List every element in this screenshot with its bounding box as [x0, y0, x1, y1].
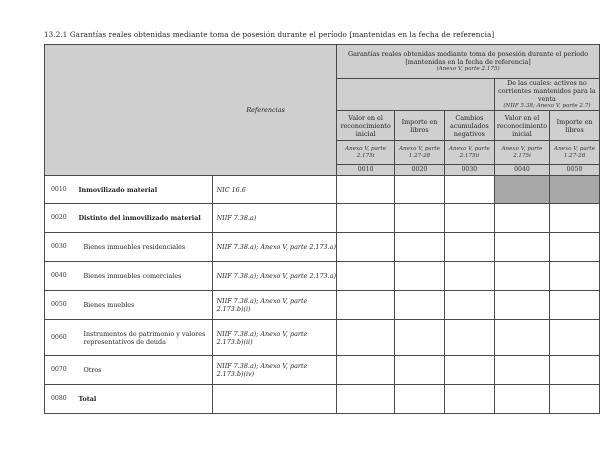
data-cell[interactable]	[337, 291, 395, 320]
data-cell[interactable]	[444, 262, 494, 291]
row-label: Bienes inmuebles residenciales	[74, 233, 212, 262]
report-table	[44, 44, 600, 414]
row-reference: NIIF 7.38.a)	[212, 204, 337, 233]
data-cell[interactable]	[494, 356, 549, 385]
row-code: 0070	[45, 356, 75, 385]
shaded-cell	[550, 176, 600, 204]
data-cell[interactable]	[444, 320, 494, 356]
column-label: Cambios acumulados negativos	[449, 113, 489, 138]
data-cell[interactable]	[494, 204, 549, 233]
page-title: 13.2.1 Garantías reales obtenidas mediante toma de posesión durante el período [mantenidas en la fecha de referencia]	[44, 30, 495, 39]
column-header-0040	[494, 111, 549, 141]
row-label: Inmovilizado material	[74, 176, 212, 204]
references-header	[45, 45, 337, 176]
column-reference: Anexo V, parte 2.175i	[494, 141, 549, 165]
data-cell[interactable]	[444, 204, 494, 233]
data-cell[interactable]	[337, 356, 395, 385]
row-code: 0010	[45, 176, 75, 204]
data-cell[interactable]	[444, 385, 494, 414]
row-label: Otros	[74, 356, 212, 385]
row-code: 0060	[45, 320, 75, 356]
data-cell[interactable]	[550, 262, 600, 291]
row-label: Total	[74, 385, 212, 414]
table-row	[45, 262, 600, 291]
subgroup-reference: (NIIF 5.38; Anexo V, parte 2.7)	[503, 103, 591, 109]
column-label: Valor en el reconocimiento inicial	[340, 113, 391, 138]
column-label: Valor en el reconocimiento inicial	[496, 113, 548, 138]
subgroup-title: De las cuales: activos no corrientes mantenidos para la venta	[498, 79, 596, 103]
column-reference: Anexo V, parte 2.175ii	[444, 141, 494, 165]
column-header-0030	[444, 111, 494, 141]
table-row	[45, 356, 600, 385]
table-row	[45, 233, 600, 262]
data-cell[interactable]	[337, 204, 395, 233]
column-label: Importe en libros	[556, 117, 593, 134]
data-cell[interactable]	[550, 356, 600, 385]
data-cell[interactable]	[550, 233, 600, 262]
row-label: Distinto del inmovilizado material	[74, 204, 212, 233]
row-reference: NIIF 7.38.a); Anexo V, parte 2.173.a)	[212, 262, 337, 291]
data-cell[interactable]	[395, 176, 445, 204]
data-cell[interactable]	[494, 320, 549, 356]
table-row	[45, 176, 600, 204]
column-header-0020	[395, 111, 445, 141]
row-reference: NIIF 7.38.a); Anexo V, parte 2.173.b)(iv)	[212, 356, 337, 385]
row-reference: NIIF 7.38.a); Anexo V, parte 2.173.b)(i)	[212, 291, 337, 320]
data-cell[interactable]	[550, 291, 600, 320]
column-code: 0040	[494, 165, 549, 176]
data-cell[interactable]	[395, 356, 445, 385]
data-cell[interactable]	[395, 204, 445, 233]
row-code: 0080	[45, 385, 75, 414]
data-cell[interactable]	[444, 291, 494, 320]
group-reference: (Anexo V, parte 2.175)	[436, 66, 500, 72]
data-cell[interactable]	[494, 233, 549, 262]
column-code: 0050	[550, 165, 600, 176]
data-cell[interactable]	[395, 385, 445, 414]
data-cell[interactable]	[337, 385, 395, 414]
data-cell[interactable]	[444, 356, 494, 385]
row-reference: NIIF 7.38.a); Anexo V, parte 2.173.a)	[212, 233, 337, 262]
row-code: 0040	[45, 262, 75, 291]
data-cell[interactable]	[337, 233, 395, 262]
data-cell[interactable]	[395, 320, 445, 356]
column-reference: Anexo V, parte 1.27-28	[550, 141, 600, 165]
row-reference	[212, 385, 337, 414]
subgroup-header	[494, 79, 599, 111]
row-label: Bienes inmuebles comerciales	[74, 262, 212, 291]
references-label: Referencias	[246, 106, 285, 114]
group-header	[337, 45, 600, 79]
data-cell[interactable]	[494, 385, 549, 414]
data-cell[interactable]	[494, 262, 549, 291]
column-reference: Anexo V, parte 2.175i	[337, 141, 395, 165]
data-cell[interactable]	[395, 262, 445, 291]
group-title: Garantías reales obtenidas mediante toma de posesión durante el período [mantenidas en la fecha de referencia]	[348, 50, 589, 66]
row-reference: NIC 16.6	[212, 176, 337, 204]
table-row	[45, 204, 600, 233]
table-row	[45, 291, 600, 320]
row-code: 0020	[45, 204, 75, 233]
column-label: Importe en libros	[401, 117, 438, 134]
column-code: 0010	[337, 165, 395, 176]
data-cell[interactable]	[444, 176, 494, 204]
column-header-0050	[550, 111, 600, 141]
row-code: 0050	[45, 291, 75, 320]
data-cell[interactable]	[550, 320, 600, 356]
column-code: 0020	[395, 165, 445, 176]
row-reference: NIIF 7.38.a); Anexo V, parte 2.173.b)(ii)	[212, 320, 337, 356]
column-header-0010	[337, 111, 395, 141]
report-table-container	[44, 44, 600, 414]
data-cell[interactable]	[494, 291, 549, 320]
data-cell[interactable]	[395, 233, 445, 262]
table-row	[45, 385, 600, 414]
column-reference: Anexo V, parte 1.27-28	[395, 141, 445, 165]
data-cell[interactable]	[337, 320, 395, 356]
header-spacer	[337, 79, 495, 111]
column-code: 0030	[444, 165, 494, 176]
row-label: Bienes muebles	[74, 291, 212, 320]
row-code: 0030	[45, 233, 75, 262]
data-cell[interactable]	[550, 385, 600, 414]
shaded-cell	[494, 176, 549, 204]
data-cell[interactable]	[444, 233, 494, 262]
data-cell[interactable]	[550, 204, 600, 233]
data-cell[interactable]	[337, 176, 395, 204]
table-row	[45, 320, 600, 356]
row-label: Instrumentos de patrimonio y valores representativos de deuda	[74, 320, 212, 356]
data-cell[interactable]	[395, 291, 445, 320]
data-cell[interactable]	[337, 262, 395, 291]
